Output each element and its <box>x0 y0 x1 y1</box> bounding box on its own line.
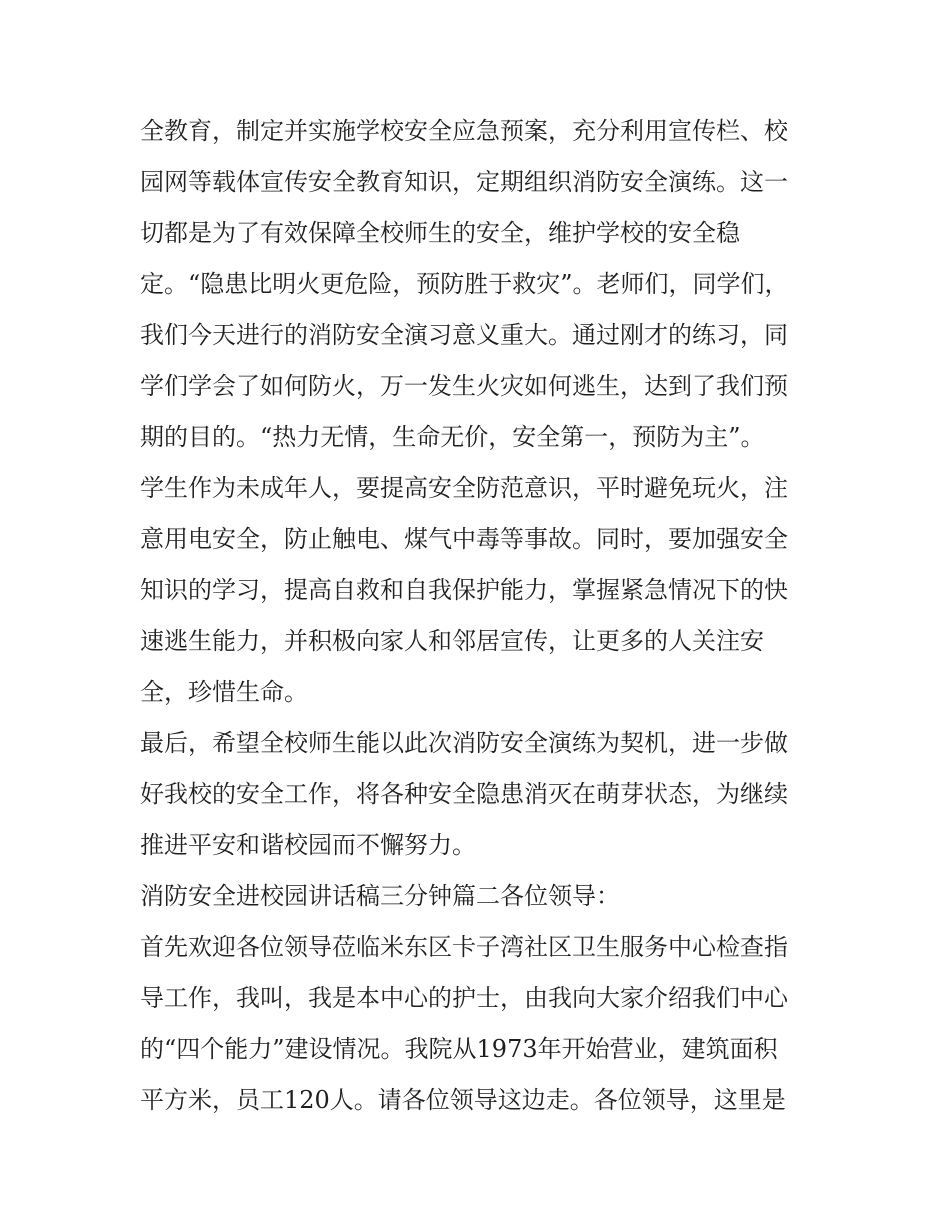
text-line: 好我校的安全工作，将各种安全隐患消灭在萌芽状态，为继续 <box>140 780 788 808</box>
section-heading: 消防安全进校园讲话稿三分钟篇二各位领导： <box>140 882 620 910</box>
text-line: 学生作为未成年人，要提高安全防范意识，平时避免玩火，注 <box>140 474 788 502</box>
text-line: 学们学会了如何防火，万一发生火灾如何逃生，达到了我们预 <box>140 372 788 400</box>
text-line: 的“四个能力”建设情况。我院从1973年开始营业，建筑面积 <box>140 1035 778 1063</box>
body-text <box>140 106 820 1126</box>
text-line: 首先欢迎各位领导莅临米东区卡子湾社区卫生服务中心检查指 <box>140 933 788 961</box>
text-line: 速逃生能力，并积极向家人和邻居宣传，让更多的人关注安 <box>140 627 764 655</box>
text-line: 最后，希望全校师生能以此次消防安全演练为契机，进一步做 <box>140 729 788 757</box>
text-line: 定。“隐患比明火更危险，预防胜于救灾”。老师们，同学们， <box>140 270 789 298</box>
text-line: 期的目的。“热力无情，生命无价，安全第一，预防为主”。 <box>140 423 765 451</box>
text-line: 导工作，我叫，我是本中心的护士，由我向大家介绍我们中心 <box>140 984 788 1012</box>
text-line: 知识的学习，提高自救和自我保护能力，掌握紧急情况下的快 <box>140 576 788 604</box>
text-line: 意用电安全，防止触电、煤气中毒等事故。同时，要加强安全 <box>140 525 788 553</box>
text-line: 我们今天进行的消防安全演习意义重大。通过刚才的练习，同 <box>140 321 788 349</box>
text-line: 全教育，制定并实施学校安全应急预案，充分利用宣传栏、校 <box>140 117 788 145</box>
text-line: 推进平安和谐校园而不懈努力。 <box>140 831 476 859</box>
text-line: 平方米，员工120人。请各位领导这边走。各位领导，这里是 <box>140 1086 786 1114</box>
text-line: 园网等载体宣传安全教育知识，定期组织消防安全演练。这一 <box>140 168 788 196</box>
text-line: 切都是为了有效保障全校师生的安全，维护学校的安全稳 <box>140 219 740 247</box>
text-line: 全，珍惜生命。 <box>140 678 308 706</box>
